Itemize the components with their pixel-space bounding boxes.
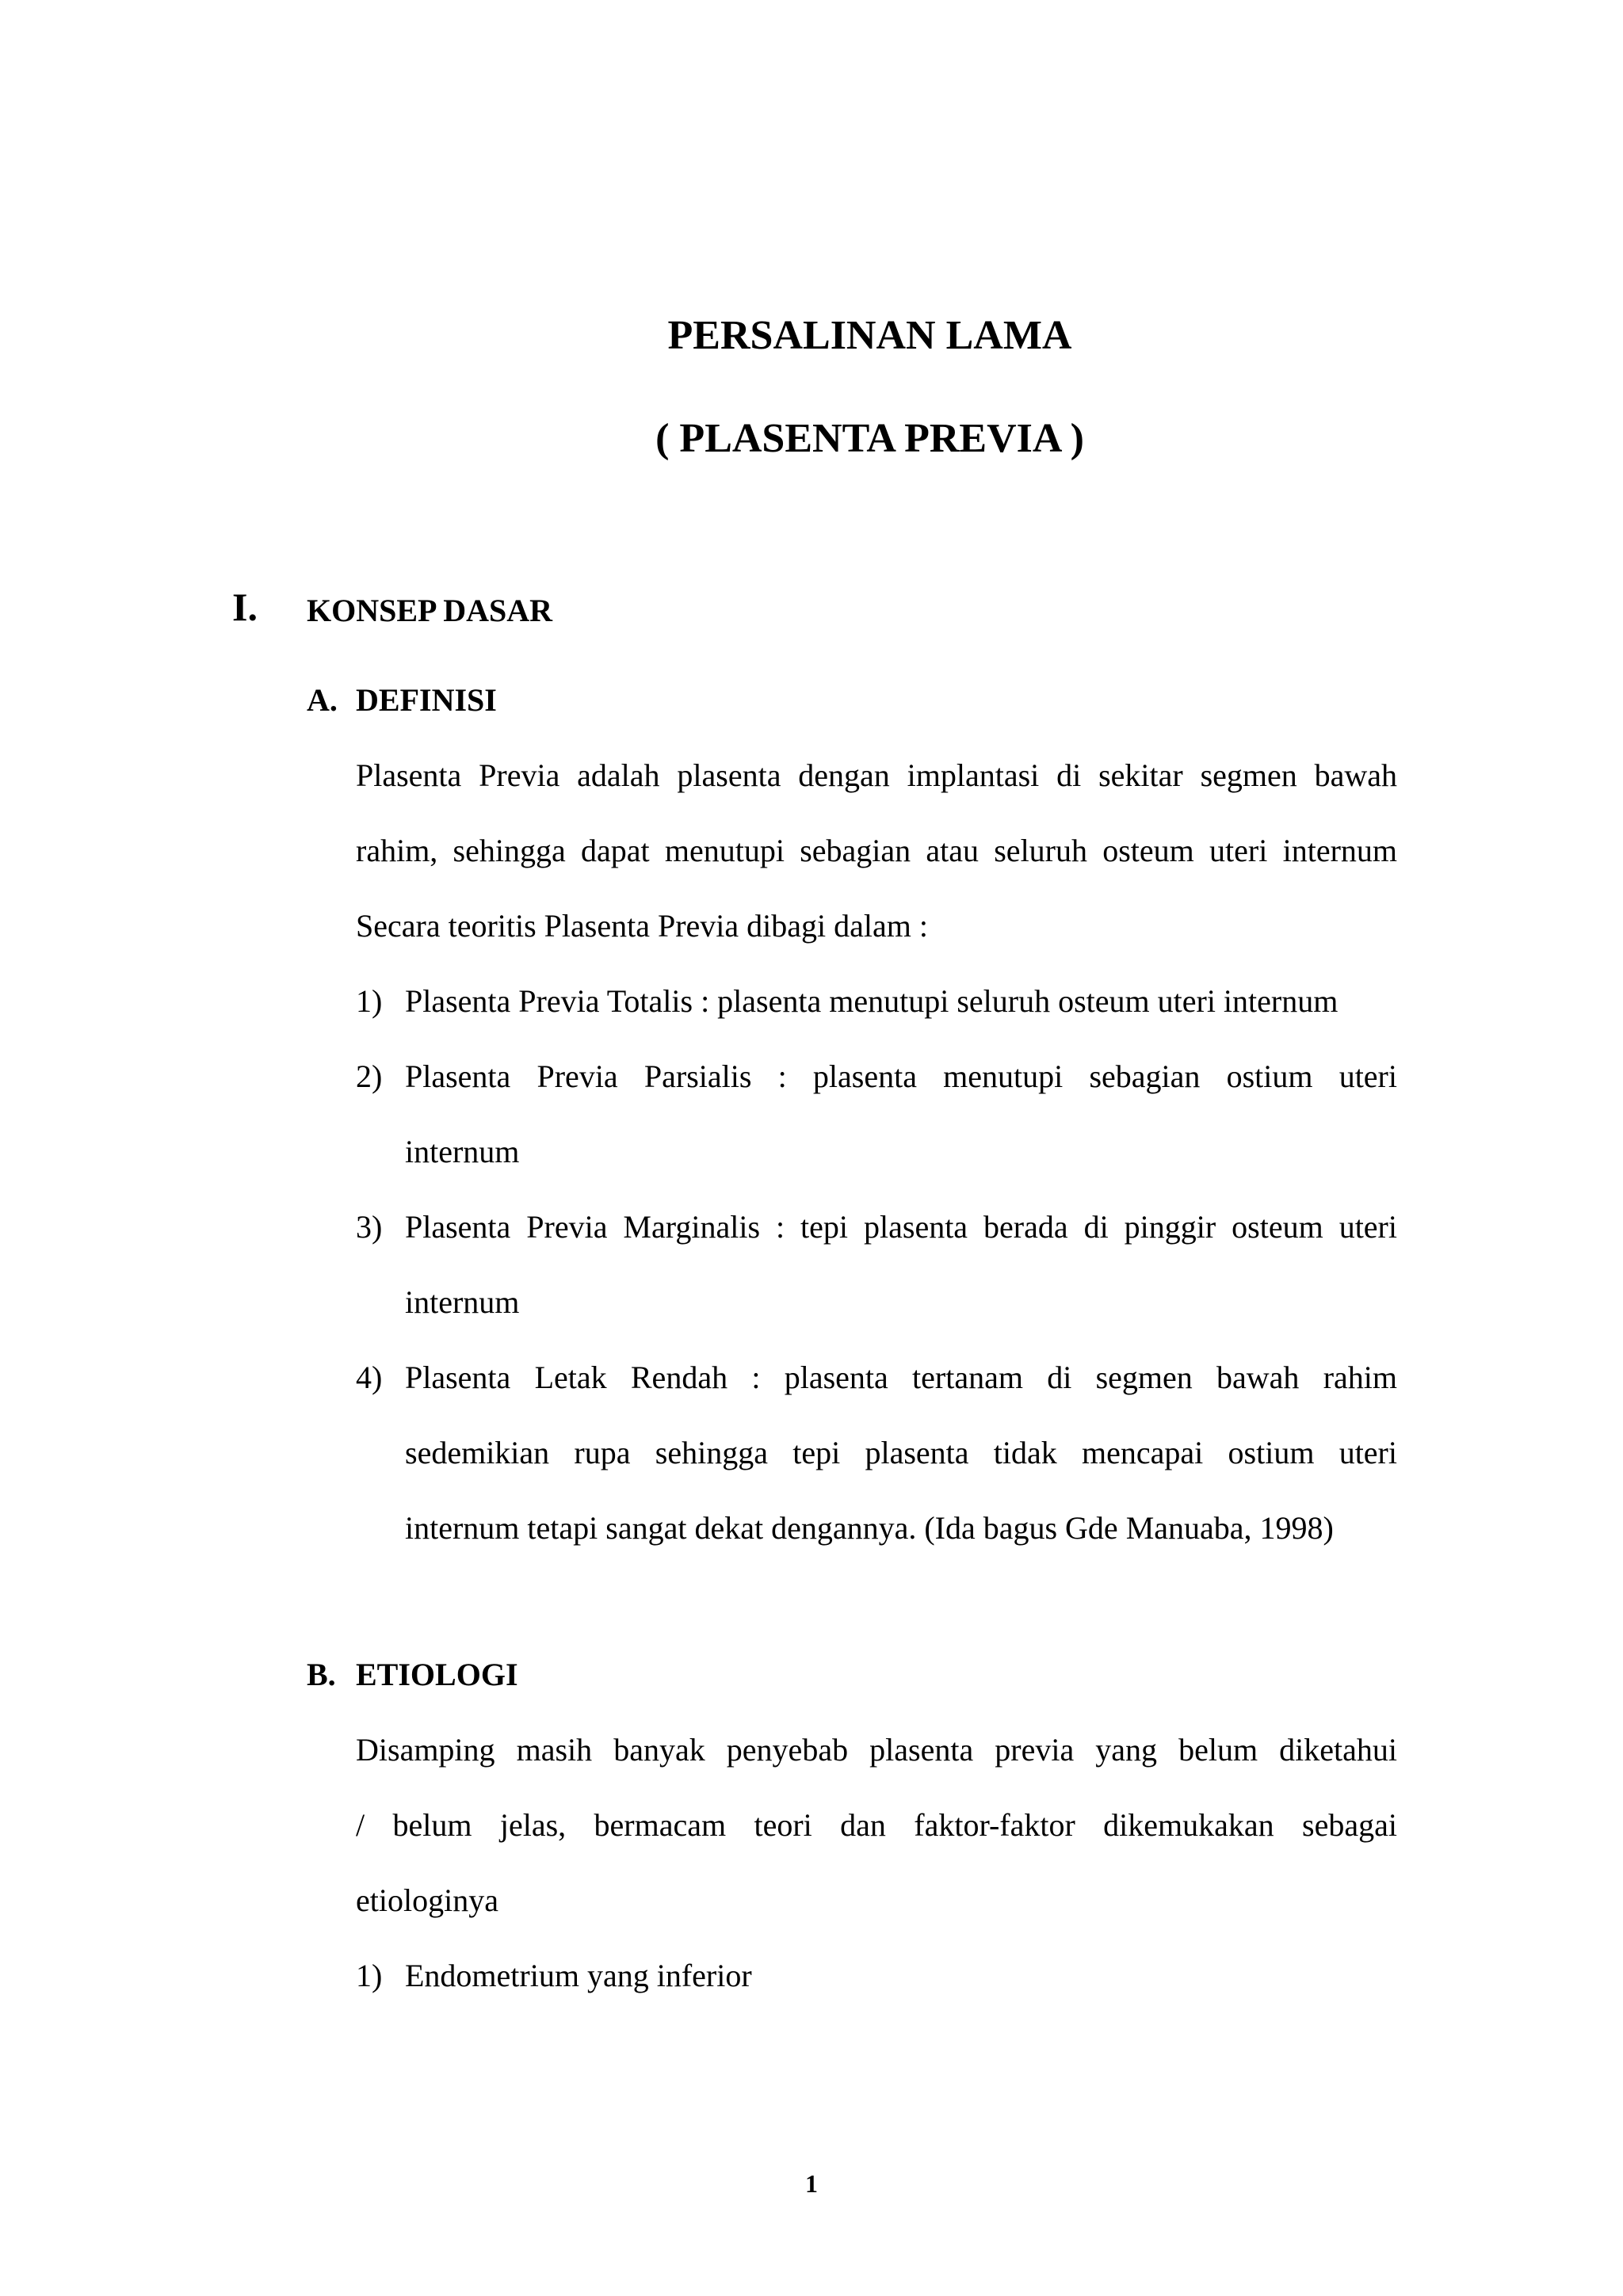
document-title: PERSALINAN LAMA [667,313,1072,358]
section-numeral: I. [232,585,258,629]
subsection-heading-definisi: DEFINISI [356,682,497,718]
list-item-text: Endometrium yang inferior [405,1958,752,1993]
page-number: 1 [805,2169,818,2198]
list-item-text: Plasenta Previa Marginalis : tepi plasenta berada di pinggir osteum uteri [405,1209,1397,1245]
list-item-text: internum tetapi sangat dekat dengannya. (Ida bagus Gde Manuaba, 1998) [405,1510,1334,1546]
list-item-text: Plasenta Letak Rendah : plasenta tertanam di segmen bawah rahim [405,1360,1397,1395]
list-item-text: Plasenta Previa Parsialis : plasenta menutupi sebagian ostium uteri [405,1058,1397,1094]
list-item-number: 2) [356,1058,383,1094]
list-item-text: internum [405,1284,520,1320]
subsection-letter-etiologi: B. [307,1657,336,1692]
subsection-letter-definisi: A. [307,682,338,718]
document-subtitle: ( PLASENTA PREVIA ) [655,416,1084,461]
list-item-text: sedemikian rupa sehingga tepi plasenta tidak mencapai ostium uteri [405,1435,1397,1470]
etiologi-paragraph-line: Disamping masih banyak penyebab plasenta previa yang belum diketahui [356,1732,1397,1768]
list-item-number: 4) [356,1360,383,1395]
etiologi-paragraph-line: etiologinya [356,1882,498,1918]
list-item-text: Plasenta Previa Totalis : plasenta menutupi seluruh osteum uteri internum [405,983,1338,1019]
definisi-paragraph-line: Plasenta Previa adalah plasenta dengan implantasi di sekitar segmen bawah [356,757,1397,793]
list-item-text: internum [405,1134,520,1169]
definisi-paragraph-line: Secara teoritis Plasenta Previa dibagi dalam : [356,908,928,944]
etiologi-paragraph-line: / belum jelas, bermacam teori dan faktor-faktor dikemukakan sebagai [356,1807,1397,1843]
definisi-paragraph-line: rahim, sehingga dapat menutupi sebagian atau seluruh osteum uteri internum [356,833,1397,868]
list-item-number: 3) [356,1209,383,1245]
list-item-number: 1) [356,983,383,1019]
section-heading: KONSEP DASAR [307,593,553,628]
list-item-number: 1) [356,1958,383,1993]
subsection-heading-etiologi: ETIOLOGI [356,1657,518,1692]
